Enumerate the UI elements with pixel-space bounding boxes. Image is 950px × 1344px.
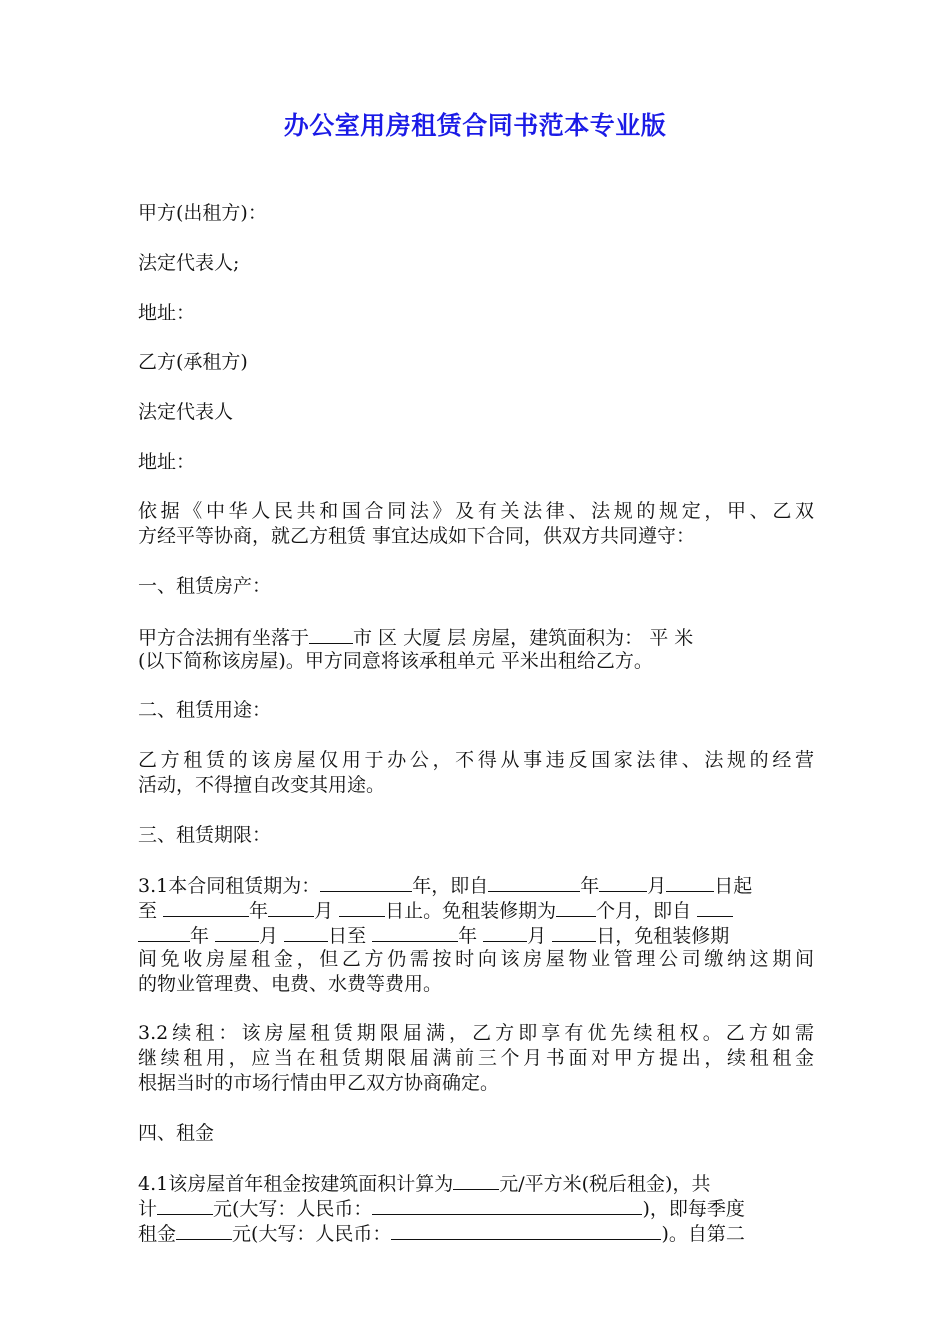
clause-text: 个月，即自: [596, 900, 698, 922]
party-a-address: 地址：: [138, 302, 196, 324]
party-b-representative: 法定代表人: [138, 401, 234, 423]
section-1-text-b: 市 区 大厦 层 房屋，建筑面积为： 平 米: [353, 627, 694, 649]
document-title: 办公室用房租赁合同书范本专业版: [283, 111, 667, 140]
section-1-paragraph: [138, 624, 814, 674]
section-1-line-2: (以下简称该房屋)。甲方同意将该承租单元 平米出租给乙方。: [138, 650, 653, 672]
blank-underline: [372, 1195, 642, 1215]
clause-text: 年: [458, 925, 484, 947]
blank-underline: [284, 922, 328, 942]
clause-3-1: [138, 872, 814, 997]
clause-text: 元(大写：人民币：: [232, 1223, 392, 1245]
clause-4-1-line-2: [138, 1195, 814, 1220]
clause-text: 3.1本合同租赁期为：: [138, 875, 321, 897]
clause-text: 年: [190, 925, 216, 947]
clause-text: 月: [314, 900, 340, 922]
clause-4-1: [138, 1170, 814, 1245]
section-3-heading: 三、租赁期限：: [138, 824, 272, 846]
clause-text: 日止。免租装修期为: [385, 900, 557, 922]
clause-text: 租金: [138, 1223, 177, 1245]
blank-underline: [391, 1220, 661, 1240]
blank-underline: [138, 922, 190, 942]
clause-text: 月: [259, 925, 285, 947]
clause-text: 元/平方米(税后租金)，共: [499, 1173, 711, 1195]
clause-text: 月: [647, 875, 667, 897]
blank-underline: [339, 897, 385, 917]
party-b-label: 乙方(承租方): [138, 351, 248, 373]
blank-underline: [599, 872, 647, 892]
section-2-line-1: 乙方租赁的该房屋仅用于办公，不得从事违反国家法律、法规的经营: [138, 749, 814, 771]
clause-4-1-line-3: [138, 1220, 814, 1245]
clause-text: )，即每季度: [642, 1198, 745, 1220]
blank-underline: [556, 897, 596, 917]
clause-text: 元(大写：人民币：: [213, 1198, 373, 1220]
blank-underline: [552, 922, 596, 942]
clause-text: 至: [138, 900, 164, 922]
blank-underline: [157, 1195, 213, 1215]
clause-text: 日至: [328, 925, 373, 947]
section-2-heading: 二、租赁用途：: [138, 699, 272, 721]
clause-text: 计: [138, 1198, 158, 1220]
party-b-address: 地址：: [138, 451, 196, 473]
blank-underline: [309, 624, 353, 644]
clause-text: 日起: [714, 875, 753, 897]
clause-3-1-line-2: [138, 897, 814, 922]
preamble-paragraph: [138, 499, 814, 549]
clause-3-2: [138, 1021, 814, 1096]
preamble-line-2: 方经平等协商，就乙方租赁 事宜达成如下合同，供双方共同遵守：: [138, 525, 696, 547]
section-1-text-a: 甲方合法拥有坐落于: [138, 627, 310, 649]
clause-3-2-line-3: 根据当时的市场行情由甲乙双方协商确定。: [138, 1072, 500, 1094]
blank-underline: [163, 897, 249, 917]
clause-text: 月: [527, 925, 553, 947]
blank-underline: [215, 922, 259, 942]
blank-underline: [320, 872, 412, 892]
party-a-label: 甲方(出租方)：: [138, 202, 267, 224]
clause-3-2-line-2: 继续租用，应当在租赁期限届满前三个月书面对甲方提出，续租租金: [138, 1047, 814, 1069]
blank-underline: [666, 872, 714, 892]
clause-text: 4.1该房屋首年租金按建筑面积计算为: [138, 1173, 454, 1195]
blank-underline: [697, 897, 733, 917]
clause-3-2-line-1: 3.2续租：该房屋租赁期限届满，乙方即享有优先续租权。乙方如需: [138, 1022, 814, 1044]
blank-underline: [372, 922, 458, 942]
party-a-representative: 法定代表人;: [138, 252, 240, 274]
clause-3-1-line-3: [138, 922, 814, 947]
preamble-line-1: 依据《中华人民共和国合同法》及有关法律、法规的规定，甲、乙双: [138, 500, 814, 522]
clause-4-1-line-1: [138, 1170, 814, 1195]
section-1-heading: 一、租赁房产：: [138, 575, 272, 597]
clause-text: 年: [249, 900, 269, 922]
blank-underline: [268, 897, 314, 917]
clause-text: 年: [580, 875, 600, 897]
section-2-paragraph: [138, 748, 814, 798]
section-4-heading: 四、租金: [138, 1122, 215, 1144]
section-2-line-2: 活动，不得擅自改变其用途。: [138, 774, 386, 796]
clause-text: 年，即自: [412, 875, 489, 897]
clause-3-1-line-1: [138, 872, 814, 897]
section-1-line-1: [138, 624, 814, 649]
clause-3-1-line-5: 的物业管理费、电费、水费等费用。: [138, 973, 443, 995]
clause-text: 日，免租装修期: [596, 925, 730, 947]
blank-underline: [176, 1220, 232, 1240]
clause-text: )。自第二: [661, 1223, 745, 1245]
clause-3-1-line-4: 间免收房屋租金，但乙方仍需按时向该房屋物业管理公司缴纳这期间: [138, 948, 814, 970]
blank-underline: [488, 872, 580, 892]
blank-underline: [453, 1170, 499, 1190]
blank-underline: [483, 922, 527, 942]
